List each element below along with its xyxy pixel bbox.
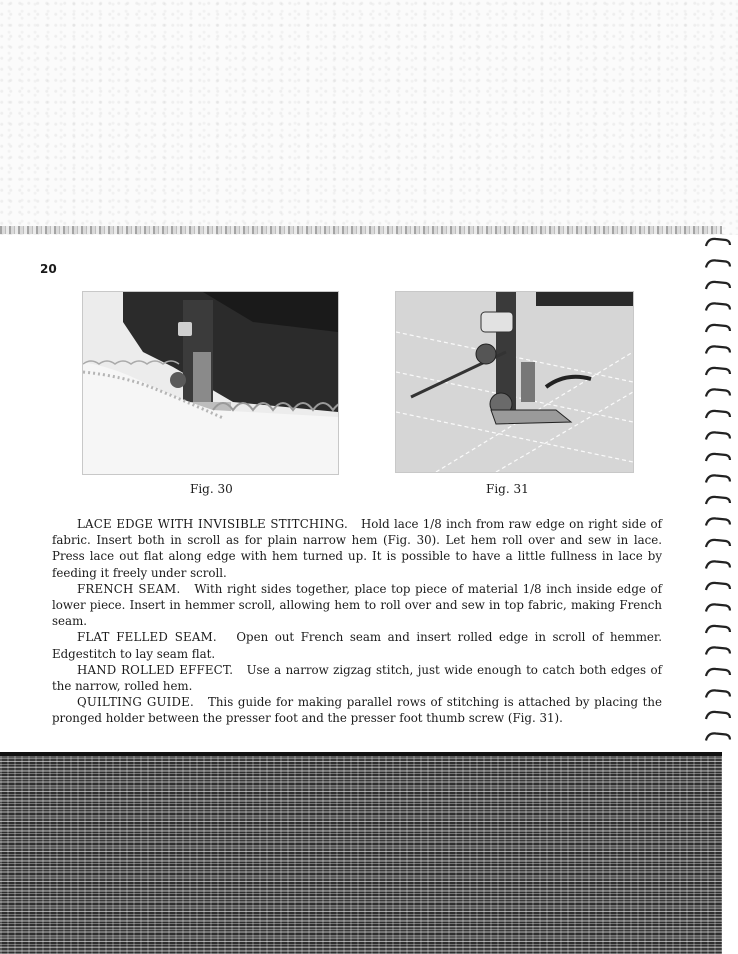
scan-edge-line bbox=[0, 226, 722, 234]
binding-coil bbox=[706, 690, 730, 697]
binding-coil bbox=[706, 260, 730, 267]
paragraph-hand-rolled-effect bbox=[52, 662, 662, 694]
figure-30-photo bbox=[82, 291, 339, 475]
figure-31-caption: Fig. 31 bbox=[486, 482, 529, 496]
binding-coil bbox=[706, 561, 730, 568]
figure-30-caption: Fig. 30 bbox=[190, 482, 233, 496]
binding-coil bbox=[706, 411, 730, 418]
binding-coil bbox=[706, 540, 730, 547]
paragraph-lace-edge bbox=[52, 516, 662, 581]
scan-background-top bbox=[0, 0, 738, 235]
heading-lace-edge: LACE EDGE WITH INVISIBLE STITCHING. bbox=[77, 517, 348, 531]
binding-coil bbox=[706, 303, 730, 310]
instruction-text bbox=[52, 516, 662, 727]
binding-coil bbox=[706, 604, 730, 611]
text-hand-rolled-effect: Use a narrow zigzag stitch, just wide enough to catch both edges of the narrow, rolled hem. bbox=[52, 662, 663, 694]
scan-edge-bottom-line bbox=[0, 752, 722, 756]
scan-background-bottom bbox=[0, 752, 722, 954]
heading-flat-felled-seam: FLAT FELLED SEAM. bbox=[77, 630, 217, 645]
binding-coil bbox=[706, 712, 730, 719]
text-flat-felled-seam: Open out French seam and insert rolled edge in scroll of hemmer. Edgestitch to lay seam flat. bbox=[52, 630, 662, 661]
binding-coil bbox=[706, 733, 730, 740]
binding-coil bbox=[706, 497, 730, 504]
binding-coil bbox=[706, 389, 730, 396]
figure-31-photo bbox=[395, 291, 634, 473]
binding-coil bbox=[706, 368, 730, 375]
heading-quilting-guide: QUILTING GUIDE. bbox=[77, 695, 194, 710]
heading-french-seam: FRENCH SEAM. bbox=[77, 581, 181, 596]
binding-coil bbox=[706, 325, 730, 332]
heading-hand-rolled-effect: HAND ROLLED EFFECT. bbox=[77, 662, 234, 677]
text-french-seam: With right sides together, place top piece of material 1/8 inch inside edge of lower piece. Insert in hemmer scroll, allowing hem to roll over and sew in top fabric, making French seam. bbox=[52, 581, 662, 629]
binding-coil bbox=[706, 432, 730, 439]
spiral-binding bbox=[700, 232, 738, 762]
binding-coil bbox=[706, 626, 730, 633]
binding-coil bbox=[706, 475, 730, 482]
binding-coil bbox=[706, 669, 730, 676]
paragraph-flat-felled-seam bbox=[52, 629, 662, 661]
text-lace-edge: Hold lace 1/8 inch from raw edge on right side of fabric. Insert both in scroll as for plain narrow hem (Fig. 30). Let hem roll over and sew in lace. Press lace out flat along edge with hem turned up. It is possible to have a little fullness in lace by feeding it freely under scroll. bbox=[52, 517, 663, 580]
binding-coil bbox=[706, 454, 730, 461]
paragraph-french-seam bbox=[52, 581, 662, 630]
binding-coil bbox=[706, 346, 730, 353]
page-number: 20 bbox=[40, 262, 57, 276]
binding-coil bbox=[706, 583, 730, 590]
binding-coil bbox=[706, 282, 730, 289]
binding-coil bbox=[706, 518, 730, 525]
binding-coil bbox=[706, 647, 730, 654]
paragraph-quilting-guide bbox=[52, 694, 662, 726]
binding-coil bbox=[706, 239, 730, 246]
text-quilting-guide: This guide for making parallel rows of stitching is attached by placing the pronged holder between the presser foot and the presser foot thumb screw (Fig. 31). bbox=[52, 695, 663, 726]
